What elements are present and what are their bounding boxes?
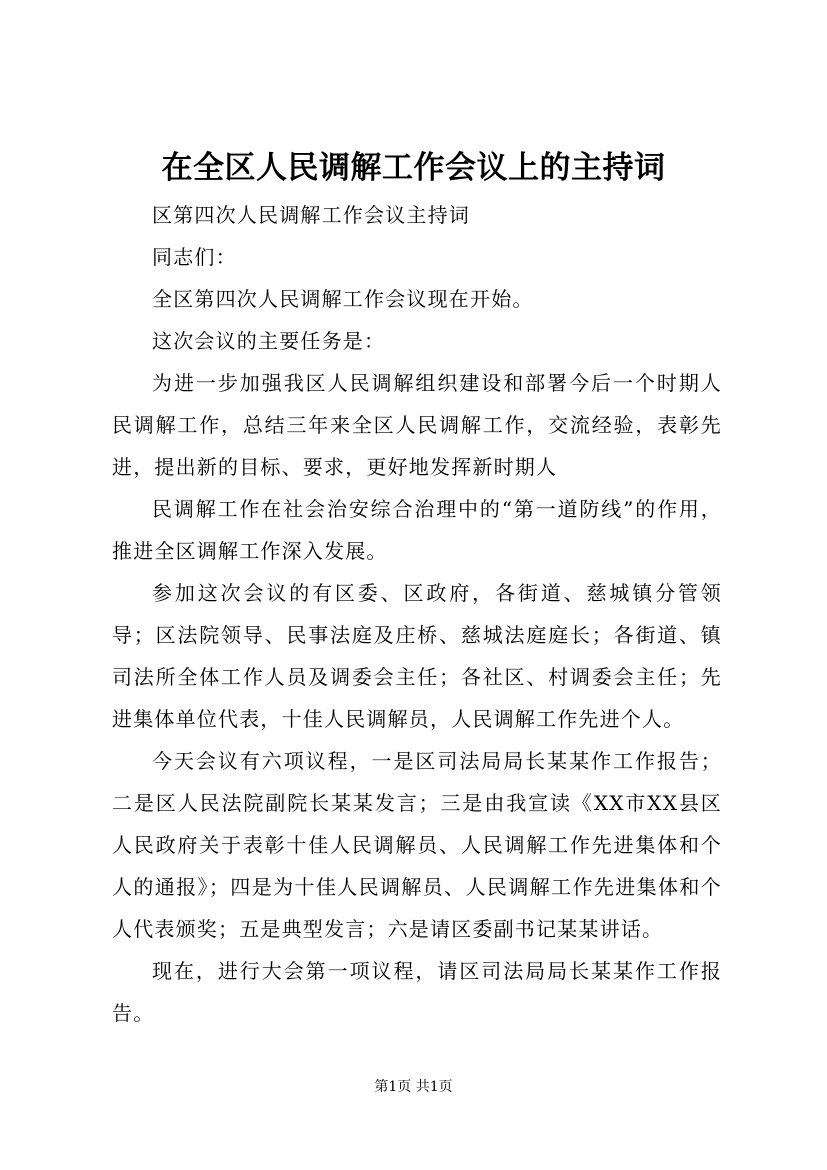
paragraph-first-item: 现在，进行大会第一项议程，请区司法局局长某某作工作报告。 bbox=[112, 959, 722, 1025]
document-title: 在全区人民调解工作会议上的主持词 bbox=[161, 150, 666, 186]
paragraph-tasks: 为进一步加强我区人民调解组织建设和部署今后一个时期人民调解工作，总结三年来全区人民调解工作，交流经验，表彰先进，提出新的目标、要求，更好地发挥新时期人 bbox=[112, 371, 722, 479]
page-number-footer: 第1页 共1页 bbox=[374, 1079, 453, 1095]
paragraph-attendees: 参加这次会议的有区委、区政府，各街道、慈城镇分管领导；区法院领导、民事法庭及庄桥、慈城法庭庭长；各街道、镇司法所全体工作人员及调委会主任；各社区、村调委会主任；先进集体单位代表，十佳人民调解员，人民调解工作先进个人。 bbox=[112, 581, 722, 731]
paragraph-tasks-continued: 民调解工作在社会治安综合治理中的“第一道防线”的作用，推进全区调解工作深入发展。 bbox=[112, 497, 722, 563]
paragraph-opening: 全区第四次人民调解工作会议现在开始。 bbox=[152, 287, 534, 311]
paragraph-task-intro: 这次会议的主要任务是： bbox=[152, 329, 386, 353]
paragraph-agenda: 今天会议有六项议程，一是区司法局局长某某作工作报告；二是区人民法院副院长某某发言；三是由我宣读《XX市XX县区人民政府关于表彰十佳人民调解员、人民调解工作先进集体和个人的通报》；四是为十佳人民调解员、人民调解工作先进集体和个人代表颁奖；五是典型发言；六是请区委副书记某某讲话。 bbox=[112, 749, 722, 941]
paragraph-salutation: 同志们： bbox=[152, 245, 237, 269]
paragraph-subtitle: 区第四次人民调解工作会议主持词 bbox=[152, 203, 470, 227]
document-body bbox=[112, 194, 722, 1034]
